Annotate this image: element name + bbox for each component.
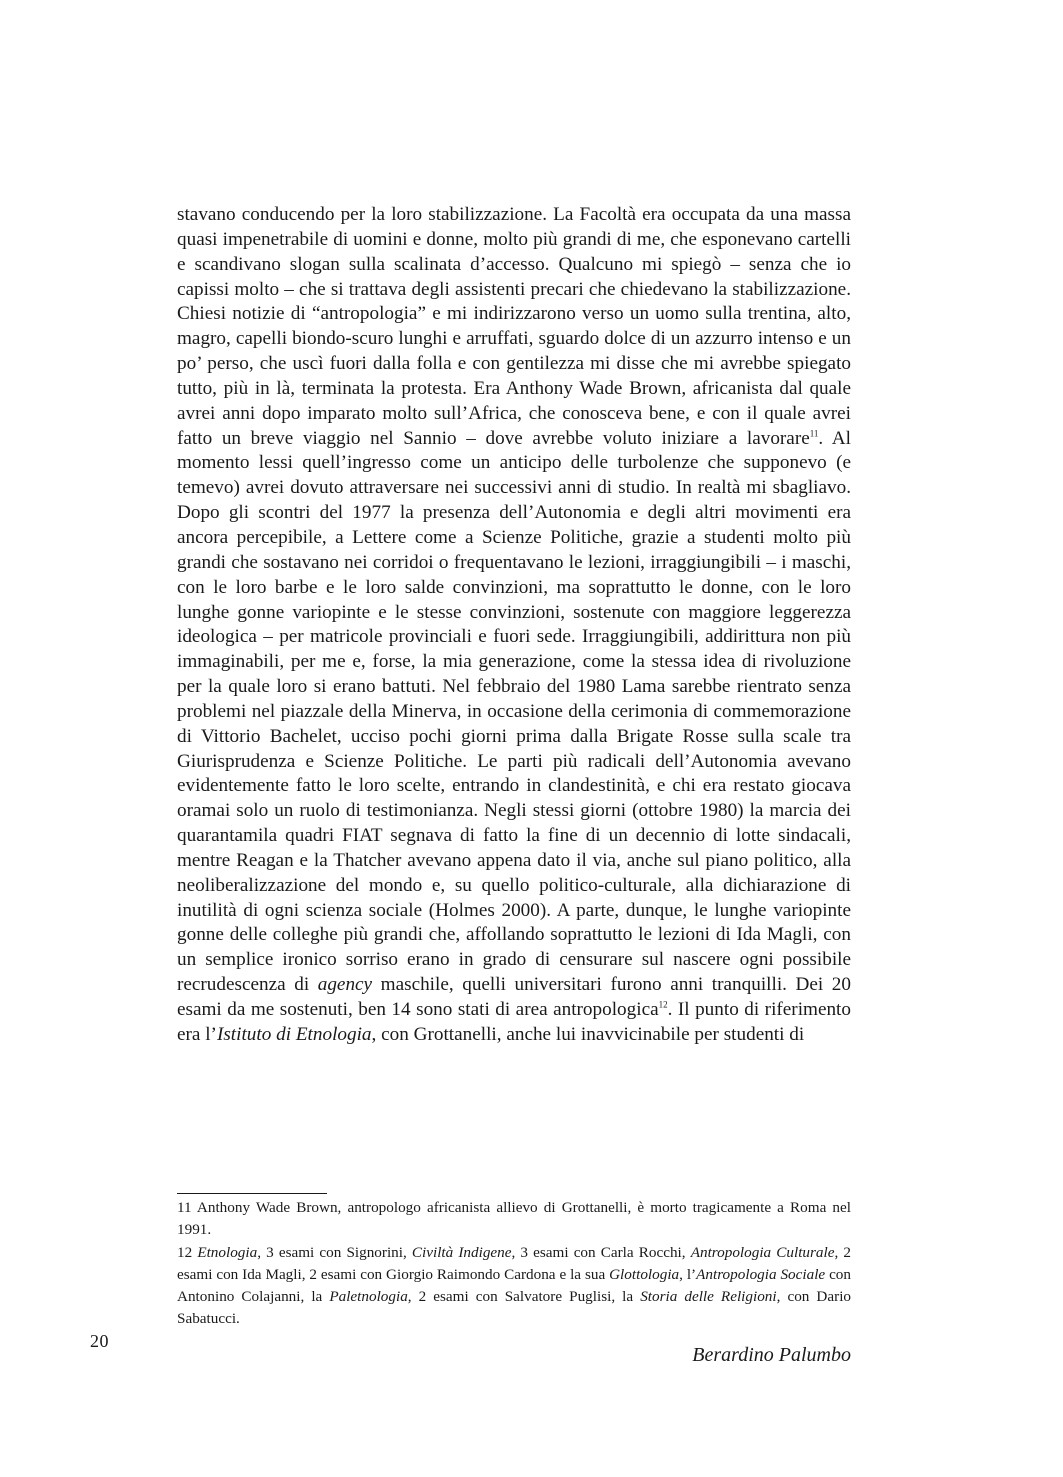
course-title: Glottologia (609, 1266, 680, 1283)
footnote-12 (177, 1242, 851, 1330)
page-number: 20 (90, 1331, 109, 1351)
body-text-segment: stavano conducendo per la loro stabilizzazione. La Facoltà era occupata da una massa quasi impenetrabile di uomini e donne, molto più grandi di me, che esponevano cartelli e scandivano slogan sulla scalinata d’accesso. Qualcuno mi spiegò – senza che io capissi molto – che si trattava degli assistenti precari che chiedevano la stabilizzazione. Chiesi notizie di “antropologia” e mi indirizzarono verso un uomo sulla trentina, alto, magro, capelli biondo-scuro lunghi e arruffati, sguardo dolce di un azzurro intenso e un po’ perso, che uscì fuori dalla folla e con gentilezza mi disse che mi avrebbe spiegato tutto, più in là, terminata la protesta. Era Anthony Wade Brown, africanista dal quale avrei anni dopo imparato molto sull’Africa, che conosceva bene, e con il quale avrei fatto un breve viaggio nel Sannio – dove avrebbe voluto iniziare a lavorare (177, 204, 851, 449)
course-title: Storia delle Religioni (640, 1288, 777, 1305)
footnote-text-segment: con Antonino Colajanni, la (177, 1266, 851, 1305)
footnote-text-segment: , 3 esami con Signorini, (257, 1244, 412, 1261)
footnote-text-segment: , l’ (679, 1266, 697, 1283)
course-title: Civiltà Indigene (411, 1244, 512, 1261)
italic-term-agency: agency (317, 974, 373, 996)
footnote-number: 12 (177, 1244, 198, 1261)
footnote-11: 11 Anthony Wade Brown, antropologo africanista allievo di Grottanelli, è morto tragicamente a Roma nel 1991. (177, 1199, 851, 1238)
footnote-ref-11: 11 (809, 428, 819, 439)
footnote-text-segment: , 2 esami con Salvatore Puglisi, la (407, 1288, 641, 1305)
footnote-ref-12: 12 (658, 999, 668, 1010)
footnote-text-segment: , 3 esami con Carla Rocchi, (511, 1244, 691, 1261)
course-title: Paletnologia (329, 1288, 408, 1305)
course-title: Antropologia Culturale (690, 1244, 835, 1261)
course-title: Antropologia Sociale (696, 1266, 826, 1283)
footnote-text-segment: , 2 esami con Ida Magli, 2 esami con Giorgio Raimondo Cardona e la sua (177, 1244, 851, 1283)
course-title: Etnologia (197, 1244, 258, 1261)
body-text-segment: . Al momento lessi quell’ingresso come un anticipo delle turbolenze che supponevo (e temevo) avrei dovuto attraversare nei successivi anni di studio. In realtà mi sbagliavo. Dopo gli scontri del 1977 la presenza dell’Autonomia e degli altri movimenti era ancora percepibile, a Lettere come a Scienze Politiche, grazie a studenti molto più grandi che sostavano nei corridoi o frequentavano le lezioni, irraggiungibili – i maschi, con le loro barbe e le loro salde convinzioni, ma soprattutto le donne, con le loro lunghe gonne variopinte e le stesse convinzioni, sostenute con maggiore leggerezza ideologica – per matricole provinciali e fuori sede. Irraggiungibili, addirittura non più immaginabili, per me e, forse, la mia generazione, come la stessa idea di rivoluzione per la quale loro si erano battuti. Nel febbraio del 1980 Lama sarebbe rientrato senza problemi nel piazzale della Minerva, in occasione della cerimonia di commemorazione di Vittorio Bachelet, ucciso pochi giorni prima dalla Brigate Rosse sulla scale tra Giurisprudenza e Scienze Politiche. Le parti più radicali dell’Autonomia avevano evidentemente fatto le loro scelte, entrando in clandestinità, e chi era restato giocava oramai solo un ruolo di testimonianza. Negli stessi giorni (ottobre 1980) la marcia dei quarantamila quadri FIAT segnava di fatto la fine di un decennio di lotte sindacali, mentre Reagan e la Thatcher avevano appena dato il via, anche sul piano politico, alla neoliberalizzazione del mondo e, su quello politico-culturale, alla dichiarazione di inutilità di ogni scienza sociale (Holmes 2000). A parte, dunque, le lunghe variopinte gonne delle colleghe più grandi che, affollando soprattutto le lezioni di Ida Magli, con un semplice ironico sorriso erano in grado di censurare sul nascere ogni possibile recrudescenza di (177, 427, 851, 996)
body-paragraph (177, 203, 851, 1048)
body-text-segment: . Il punto di riferimento era l’ (177, 999, 851, 1045)
running-author: Berardino Palumbo (692, 1344, 851, 1366)
body-text-segment: maschile, quelli universitari furono anni tranquilli. Dei 20 esami da me sostenuti, ben 14 sono stati di area antropologica (177, 974, 851, 1020)
italic-term-istituto: Istituto di Etnologia (216, 1023, 372, 1045)
body-text-segment: , con Grottanelli, anche lui inavvicinabile per studenti di (371, 1023, 805, 1045)
footnote-text-segment: , con Dario Sabatucci. (177, 1288, 852, 1327)
footnote-separator (177, 1193, 327, 1194)
footnotes (177, 1197, 851, 1331)
